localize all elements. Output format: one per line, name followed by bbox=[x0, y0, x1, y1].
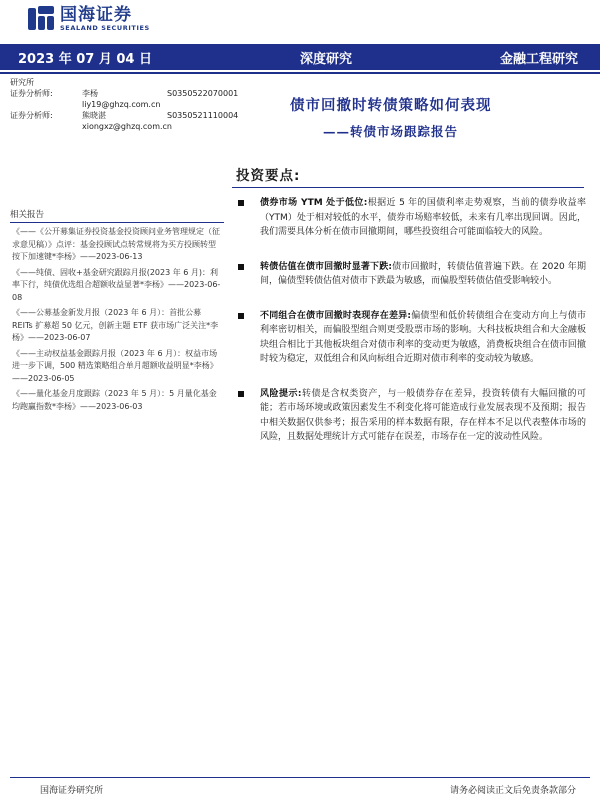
analyst-label bbox=[10, 99, 82, 110]
point-lead: 债券市场 YTM 处于低位: bbox=[260, 198, 368, 208]
square-bullet-icon bbox=[238, 313, 244, 319]
point-lead: 转债估值在债市回撤时显著下跌: bbox=[260, 261, 392, 272]
analyst-email[interactable]: liy19@ghzq.com.cn bbox=[82, 100, 161, 109]
logo-mark-icon bbox=[28, 6, 54, 32]
section-title: 投资要点: bbox=[236, 168, 301, 184]
banner-rule bbox=[0, 72, 600, 74]
logo-name-cn: 国海证券 bbox=[60, 5, 132, 25]
analyst-name: 李杨 bbox=[82, 89, 98, 98]
point-text: 根据近 5 年的国债利率走势观察，当前的债券收益率（YTM）处于相对较低的水平，债券市场赔率较低，未来有几率出现回调。因此，我们需要具体分析在债市回撤期间，哪些投资组合可能面临较大的风险。 bbox=[260, 198, 586, 237]
point-text: 转债是含权类资产，与一般债券存在差异，投资转债有大幅回撤的可能；若市场环境或政策因素发生不利变化将可能造成行业发展表现不及预期；报告中相关数据仅供参考；报告采用的样本数据有限，存在样本不足以代表整体市场的风险，且数据处理统计方式可能存在误差，市场存在一定的波动性风险。 bbox=[260, 388, 586, 442]
related-rule bbox=[10, 222, 224, 223]
analyst-block bbox=[10, 77, 238, 132]
analyst-row bbox=[10, 110, 238, 121]
sealand-logo bbox=[28, 6, 150, 32]
related-report-item[interactable]: 《——纯债、固收+基金研究跟踪月报(2023 年 6 月)：利率下行，纯债优选组合超额收益显著*李杨》——2023-06-08 bbox=[12, 267, 221, 302]
key-points bbox=[236, 196, 586, 465]
square-bullet-icon bbox=[238, 264, 244, 270]
analyst-label bbox=[10, 121, 82, 132]
analyst-heading: 研究所 bbox=[10, 78, 34, 87]
key-point bbox=[236, 309, 586, 367]
logo-name-en: SEALAND SECURITIES bbox=[60, 24, 150, 32]
square-bullet-icon bbox=[238, 391, 244, 397]
key-point bbox=[236, 387, 586, 445]
point-lead: 风险提示: bbox=[260, 388, 302, 399]
report-date: 2023 年 07 月 04 日 bbox=[18, 51, 152, 67]
related-report-item[interactable]: 《——量化基金月度跟踪（2023 年 5 月）：5 月量化基金均跑赢指数*李杨》——2023-06-03 bbox=[12, 389, 217, 411]
analyst-name: 熊晓湛 bbox=[82, 111, 106, 120]
related-report-item[interactable]: 《——公募基金新发月报（2023 年 6 月）：首批公募 REITs 扩募超 50 亿元，创新主题 ETF 获市场广泛关注*李杨》——2023-06-07 bbox=[12, 308, 219, 342]
section-rule bbox=[232, 187, 584, 188]
analyst-row bbox=[10, 121, 238, 132]
point-lead: 不同组合在债市回撤时表现存在差异: bbox=[260, 310, 411, 321]
related-report-item[interactable]: 《——主动权益基金跟踪月报（2023 年 6 月）：权益市场进一步下调，500 精选策略组合单月超额收益明显*李杨》——2023-06-05 bbox=[12, 348, 218, 383]
footer-rule bbox=[10, 777, 590, 778]
square-bullet-icon bbox=[238, 200, 244, 206]
analyst-id: S0350521110004 bbox=[167, 111, 239, 120]
analyst-label: 证券分析师: bbox=[10, 111, 53, 120]
related-reports-list bbox=[12, 226, 222, 416]
point-text: 偏债型和低价转债组合在变动方向上与债市利率密切相关，而偏股型组合则更受股票市场的影响。大科技板块组合和大金融板块组合相比于其他板块组合对债市利率的变动更为敏感，消费板块组合在债市回撤时较为稳定，双低组合和风向标组合近期对债市利率的变动较为敏感。 bbox=[260, 310, 586, 364]
footer-disclaimer: 请务必阅读正文后免责条款部分 bbox=[449, 786, 576, 796]
research-area: 金融工程研究 bbox=[499, 51, 578, 67]
analyst-row bbox=[10, 88, 238, 99]
header-banner bbox=[0, 44, 600, 70]
analyst-label: 证券分析师: bbox=[10, 89, 53, 98]
analyst-email[interactable]: xiongxz@ghzq.com.cn bbox=[82, 122, 172, 131]
key-point bbox=[236, 260, 586, 289]
point-text: 债市回撤时，转债估值普遍下跌。在 2020 年期间，偏债型转债估值对债市下跌最为敏感，而偏股型转债估值受影响较小。 bbox=[260, 261, 586, 286]
report-title: 债市回撤时转债策略如何表现 bbox=[290, 98, 492, 114]
analyst-row bbox=[10, 99, 238, 110]
analyst-id: S0350522070001 bbox=[167, 89, 239, 98]
report-type: 深度研究 bbox=[300, 51, 353, 67]
related-report-item[interactable]: 《——《公开募集证券投资基金投资顾问业务管理规定（征求意见稿）》点评：基金投顾试点转常规将为买方投顾转型按下加速键*李杨》——2023-06-13 bbox=[12, 227, 220, 261]
footer-institute: 国海证券研究所 bbox=[40, 786, 104, 796]
key-point bbox=[236, 196, 586, 240]
report-subtitle: ——转债市场跟踪报告 bbox=[323, 124, 459, 139]
related-heading: 相关报告 bbox=[10, 210, 45, 220]
